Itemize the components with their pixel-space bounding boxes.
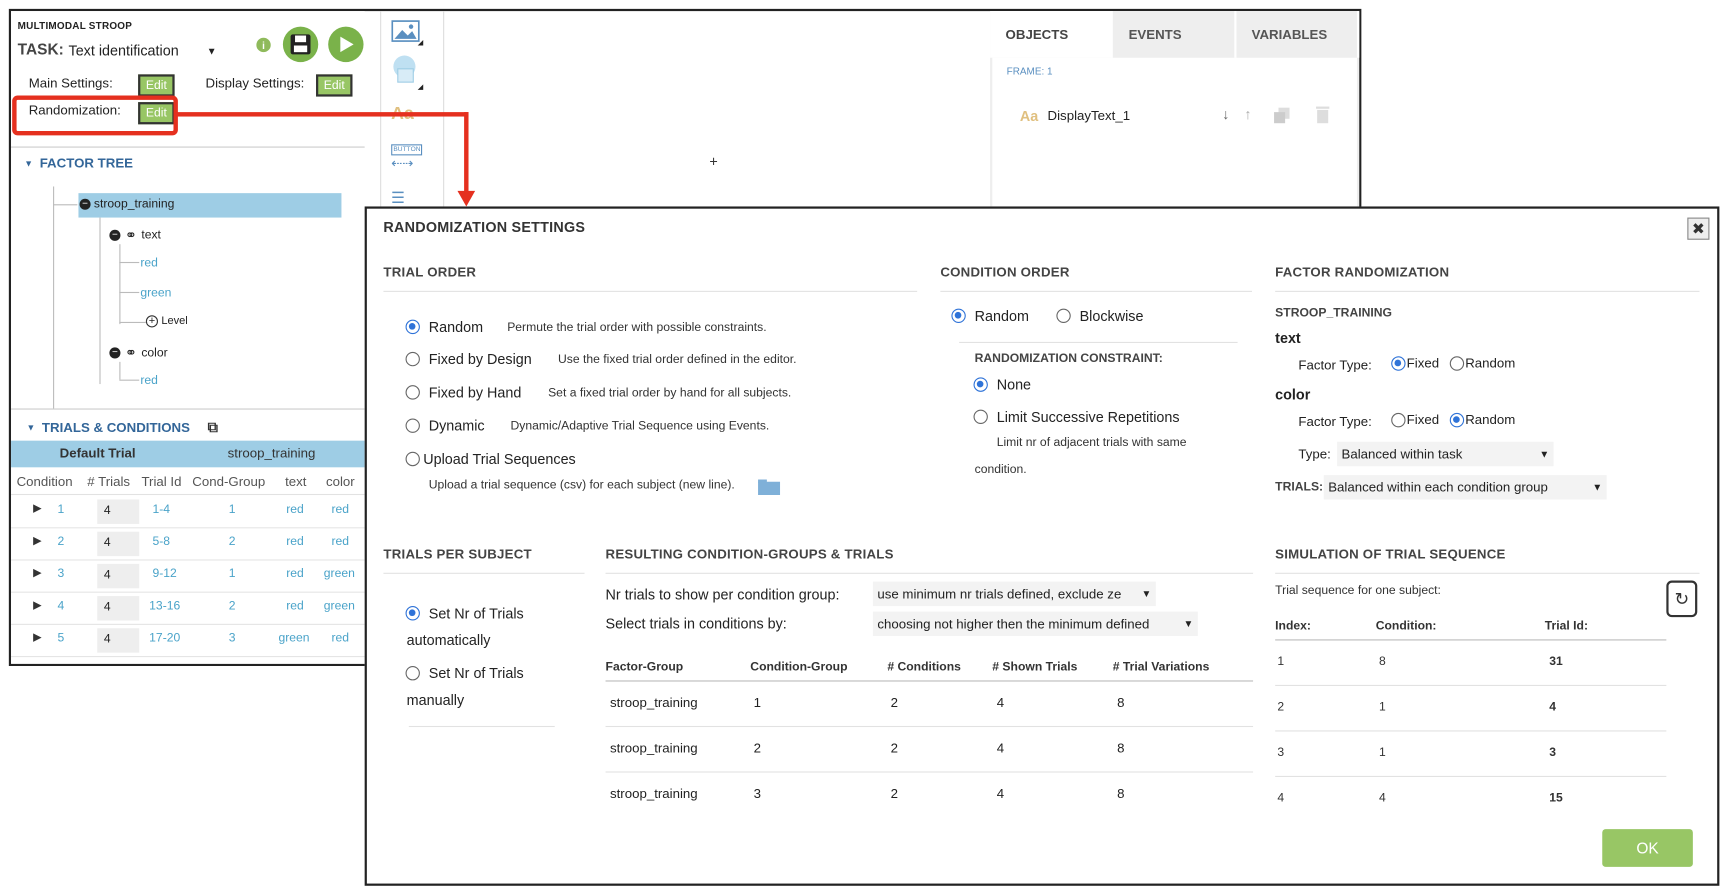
table-row[interactable] bbox=[11, 496, 365, 528]
add-level-button[interactable] bbox=[146, 315, 188, 327]
button-tool-label: BUTTON bbox=[391, 144, 422, 155]
cell-condition: 3 bbox=[57, 567, 65, 581]
tree-root-name: stroop_training bbox=[93, 197, 175, 211]
cell-shown-trials: 4 bbox=[996, 694, 1005, 711]
cell-condition-group: 2 bbox=[753, 740, 761, 756]
cell-factor-group: stroop_training bbox=[609, 785, 698, 802]
nr-trials-select[interactable] bbox=[873, 582, 1156, 606]
highlight-box bbox=[12, 95, 178, 135]
caret-down-icon: ▼ bbox=[26, 422, 36, 433]
divider bbox=[11, 147, 365, 148]
caret-down-icon: ▼ bbox=[24, 158, 34, 169]
cell-conditions: 2 bbox=[890, 785, 899, 802]
divider bbox=[1275, 573, 1699, 574]
divider bbox=[940, 291, 1252, 292]
trials-auto-option[interactable] bbox=[406, 605, 524, 622]
factor-tree-header[interactable] bbox=[24, 155, 133, 171]
cell-trial-id: 15 bbox=[1549, 791, 1563, 805]
move-down-icon[interactable]: ↓ bbox=[1222, 105, 1230, 123]
factor-color-fixed-option[interactable] bbox=[1391, 412, 1439, 428]
trials-group-header bbox=[11, 441, 365, 468]
table-row bbox=[1275, 777, 1666, 819]
group-label: stroop_training bbox=[227, 445, 316, 461]
cell-condition-group: 1 bbox=[753, 694, 761, 711]
cell-conditions: 2 bbox=[890, 694, 899, 711]
option-label: None bbox=[996, 376, 1032, 393]
list-tool-icon[interactable]: ☰ bbox=[391, 188, 406, 207]
option-label: Random bbox=[974, 307, 1029, 325]
frame-label: FRAME: 1 bbox=[1006, 65, 1053, 77]
option-label: Limit Successive Repetitions bbox=[996, 408, 1180, 426]
move-up-icon[interactable]: ↑ bbox=[1244, 105, 1252, 123]
folder-icon[interactable] bbox=[758, 477, 780, 495]
option-desc: Permute the trial order with possible constraints. bbox=[507, 320, 767, 335]
cell-conditions: 2 bbox=[890, 740, 899, 756]
option-desc: Use the fixed trial order defined in the editor. bbox=[558, 352, 797, 367]
cell-factor-group: stroop_training bbox=[609, 694, 698, 711]
display-settings-edit-button[interactable]: Edit bbox=[316, 74, 352, 96]
table-row bbox=[1275, 640, 1666, 686]
annotation-arrow bbox=[177, 112, 469, 116]
cell-text: red bbox=[286, 567, 304, 581]
cell-cond-group: 2 bbox=[228, 599, 236, 613]
cell-cond-group: 3 bbox=[228, 631, 236, 645]
chevron-down-icon: ▼ bbox=[206, 44, 217, 57]
table-row bbox=[606, 773, 1254, 819]
table-row bbox=[606, 682, 1254, 728]
default-trial-label: Default Trial bbox=[59, 445, 136, 461]
option-label: Set Nr of Trials bbox=[428, 664, 524, 682]
option-label-2: automatically bbox=[406, 631, 491, 649]
cell-condition: 4 bbox=[1379, 791, 1386, 805]
cell-condition: 1 bbox=[1379, 700, 1386, 714]
option-label: Blockwise bbox=[1079, 307, 1144, 325]
display-settings-label: Display Settings: bbox=[205, 75, 305, 92]
radio-fixed-hand[interactable] bbox=[406, 385, 420, 399]
select-trials-select[interactable] bbox=[873, 612, 1198, 636]
tree-level[interactable]: green bbox=[140, 286, 172, 300]
radio-trials-auto[interactable] bbox=[406, 606, 420, 620]
col-trial-id: Trial Id bbox=[141, 473, 182, 490]
radio-upload[interactable] bbox=[406, 452, 420, 466]
cell-trial-variations: 8 bbox=[1117, 785, 1125, 802]
objects-tabbar bbox=[990, 11, 1359, 58]
col-cond-group: Cond-Group bbox=[192, 473, 266, 490]
nr-trials-label: Nr trials to show per condition group: bbox=[605, 586, 840, 603]
cell-condition: 1 bbox=[1379, 745, 1386, 760]
condition-order-header: CONDITION ORDER bbox=[940, 264, 1070, 280]
trash-icon[interactable] bbox=[1315, 104, 1330, 124]
col-color: color bbox=[325, 473, 355, 490]
tree-level[interactable]: red bbox=[140, 374, 158, 388]
stage-canvas[interactable] bbox=[446, 11, 981, 209]
divider bbox=[11, 494, 365, 495]
cell-color: red bbox=[331, 631, 350, 645]
trials-per-subject-header: TRIALS PER SUBJECT bbox=[383, 546, 532, 562]
option-desc: Set a fixed trial order by hand for all subjects. bbox=[548, 386, 792, 400]
chevron-down-icon: ▼ bbox=[1183, 618, 1194, 630]
cell-condition: 2 bbox=[57, 535, 65, 549]
cell-color: green bbox=[323, 599, 355, 613]
cell-trials[interactable]: 4 bbox=[97, 628, 139, 652]
run-button[interactable] bbox=[328, 27, 363, 63]
tree-factor-name: text bbox=[141, 228, 161, 242]
save-button[interactable] bbox=[283, 27, 318, 63]
text-tool-icon[interactable] bbox=[391, 104, 424, 133]
cell-trial-id: 5-8 bbox=[152, 535, 171, 549]
arrow-head-icon bbox=[457, 191, 475, 207]
info-icon[interactable]: i bbox=[256, 38, 270, 52]
condition-random-option[interactable] bbox=[951, 307, 1029, 324]
randomization-edit-button[interactable]: Edit bbox=[138, 102, 174, 124]
trial-order-header: TRIAL ORDER bbox=[383, 264, 477, 280]
option-label: Fixed bbox=[1406, 355, 1440, 371]
table-row[interactable] bbox=[11, 561, 365, 593]
type-select-value: Balanced within task bbox=[1341, 446, 1463, 462]
objects-list bbox=[992, 58, 1357, 207]
option-label: Dynamic bbox=[428, 417, 485, 435]
refresh-icon: ↻ bbox=[1674, 589, 1690, 609]
factor-text-fixed-option[interactable] bbox=[1391, 355, 1439, 371]
select-trials-select-value: choosing not higher then the minimum defined bbox=[877, 616, 1150, 632]
tree-line bbox=[119, 244, 120, 324]
radio-fixed-design[interactable] bbox=[406, 352, 420, 366]
cell-condition: 1 bbox=[57, 502, 65, 517]
button-tool-icon[interactable] bbox=[391, 144, 426, 175]
cell-text: red bbox=[286, 502, 304, 517]
task-select-value: Text identification bbox=[68, 42, 179, 59]
radio-color-random[interactable] bbox=[1450, 412, 1464, 426]
option-label: Random bbox=[428, 318, 484, 336]
cell-color: red bbox=[331, 502, 350, 517]
divider bbox=[11, 408, 365, 409]
tree-factor-color[interactable] bbox=[109, 344, 167, 362]
factor-color-random-option[interactable] bbox=[1450, 412, 1516, 428]
resulting-header: RESULTING CONDITION-GROUPS & TRIALS bbox=[605, 546, 894, 562]
cell-color: green bbox=[323, 567, 355, 581]
factor-text-random-option[interactable] bbox=[1450, 355, 1516, 371]
cell-text: red bbox=[286, 599, 304, 613]
tree-node-root-label[interactable] bbox=[80, 198, 175, 211]
collapse-icon: − bbox=[109, 230, 120, 241]
cell-trial-id: 13-16 bbox=[149, 599, 181, 613]
annotation-arrow bbox=[464, 112, 468, 196]
collapse-icon: − bbox=[80, 199, 91, 210]
cell-cond-group: 2 bbox=[228, 535, 236, 549]
link-icon: ⚭ bbox=[124, 344, 137, 361]
factor-tree-title: FACTOR TREE bbox=[39, 155, 134, 171]
cell-trial-variations: 8 bbox=[1117, 740, 1125, 756]
table-row[interactable] bbox=[11, 625, 365, 657]
trials-label: TRIALS: bbox=[1275, 480, 1324, 494]
chevron-down-icon: ▼ bbox=[1592, 481, 1603, 493]
add-level-label: Level bbox=[161, 315, 188, 328]
trials-select[interactable] bbox=[1324, 475, 1607, 499]
table-row[interactable] bbox=[11, 593, 365, 625]
task-label: TASK: bbox=[17, 39, 64, 58]
tab-variables[interactable]: VARIABLES bbox=[1236, 11, 1359, 58]
cell-condition: 5 bbox=[57, 631, 65, 645]
link-icon: ⚭ bbox=[124, 226, 137, 244]
cell-shown-trials: 4 bbox=[996, 740, 1005, 756]
expand-icon[interactable]: ▶ bbox=[33, 567, 42, 580]
task-select[interactable] bbox=[66, 39, 218, 62]
text-object-icon: Aa bbox=[1019, 107, 1039, 125]
factor-name-color: color bbox=[1275, 386, 1311, 403]
cell-text: green bbox=[278, 631, 310, 645]
type-label: Type: bbox=[1298, 446, 1331, 462]
chevron-down-icon: ▼ bbox=[1539, 448, 1550, 460]
cell-cond-group: 1 bbox=[228, 502, 236, 517]
tree-level[interactable]: red bbox=[140, 256, 158, 270]
divider bbox=[1275, 291, 1699, 292]
trial-order-fixed-hand-option[interactable] bbox=[406, 384, 522, 401]
crosshair-icon: + bbox=[709, 153, 718, 170]
expand-icon[interactable]: ▶ bbox=[33, 535, 42, 548]
main-settings-edit-button[interactable]: Edit bbox=[138, 74, 174, 96]
divider bbox=[383, 573, 584, 574]
limit-desc: Limit nr of adjacent trials with same bbox=[996, 436, 1187, 450]
option-desc: Dynamic/Adaptive Trial Sequence using Events. bbox=[510, 419, 770, 433]
close-button[interactable]: ✖ bbox=[1687, 218, 1709, 240]
upload-sequences-option[interactable] bbox=[406, 451, 576, 468]
tree-line bbox=[119, 380, 139, 381]
cell-trial-id: 3 bbox=[1549, 745, 1556, 760]
radio-constraint-limit[interactable] bbox=[974, 410, 988, 424]
col-trial-variations: # Trial Variations bbox=[1112, 660, 1210, 674]
constraint-header: RANDOMIZATION CONSTRAINT: bbox=[974, 351, 1163, 366]
option-label: Fixed by Design bbox=[428, 350, 532, 368]
col-condition-group: Condition-Group bbox=[750, 660, 848, 674]
col-text: text bbox=[285, 473, 307, 490]
cell-index: 1 bbox=[1277, 654, 1285, 669]
radio-condition-random[interactable] bbox=[951, 309, 965, 323]
radio-color-fixed[interactable] bbox=[1391, 412, 1405, 426]
tree-line bbox=[119, 292, 139, 293]
tree-line bbox=[119, 322, 146, 323]
expand-icon[interactable]: ▶ bbox=[33, 631, 42, 644]
modal-title: RANDOMIZATION SETTINGS bbox=[383, 218, 586, 236]
constraint-limit-option[interactable] bbox=[974, 408, 1180, 425]
cell-trial-id: 17-20 bbox=[149, 631, 181, 645]
factor-group-label: STROOP_TRAINING bbox=[1275, 306, 1393, 320]
cell-index: 2 bbox=[1277, 700, 1285, 714]
type-select[interactable] bbox=[1337, 442, 1554, 466]
factor-randomization-header: FACTOR RANDOMIZATION bbox=[1275, 264, 1450, 280]
arrows-icon: ⇠⇢ bbox=[391, 155, 414, 171]
divider bbox=[959, 342, 1237, 343]
shape-tool-icon[interactable] bbox=[391, 53, 424, 91]
tree-line bbox=[53, 186, 54, 408]
option-label: Fixed by Hand bbox=[428, 384, 522, 401]
col-factor-group: Factor-Group bbox=[605, 660, 684, 674]
col-index: Index: bbox=[1275, 619, 1311, 633]
cell-trials[interactable]: 4 bbox=[97, 500, 139, 524]
limit-desc-2: condition. bbox=[974, 462, 1027, 477]
radio-constraint-none[interactable] bbox=[974, 377, 988, 391]
cell-index: 3 bbox=[1277, 745, 1285, 760]
trial-order-dynamic-option[interactable] bbox=[406, 417, 485, 434]
radio-text-fixed[interactable] bbox=[1391, 356, 1405, 370]
trials-manual-option[interactable] bbox=[406, 665, 524, 682]
tree-line bbox=[119, 262, 139, 263]
cell-condition: 8 bbox=[1379, 654, 1386, 669]
factor-type-label: Factor Type: bbox=[1298, 414, 1372, 430]
option-label: Fixed bbox=[1406, 411, 1440, 428]
col-sim-condition: Condition: bbox=[1375, 619, 1437, 633]
factor-name-text: text bbox=[1275, 329, 1301, 347]
tab-objects[interactable]: OBJECTS bbox=[990, 11, 1113, 58]
object-item-name[interactable]: DisplayText_1 bbox=[1047, 107, 1131, 124]
trials-select-value: Balanced within each condition group bbox=[1328, 479, 1548, 496]
cell-trial-id: 31 bbox=[1549, 654, 1563, 669]
trial-order-fixed-design-option[interactable] bbox=[406, 351, 532, 368]
option-label: Random bbox=[1465, 411, 1516, 428]
constraint-none-option[interactable] bbox=[974, 376, 1032, 393]
cell-condition: 4 bbox=[57, 599, 65, 613]
cell-trial-id: 4 bbox=[1549, 700, 1556, 714]
tree-factor-text[interactable] bbox=[109, 226, 161, 244]
save-icon bbox=[290, 33, 312, 55]
copy-icon[interactable] bbox=[1273, 107, 1291, 125]
collapse-icon: − bbox=[109, 347, 120, 358]
cell-text: red bbox=[286, 535, 304, 549]
image-tool-icon[interactable] bbox=[391, 20, 424, 47]
tree-line bbox=[99, 218, 100, 385]
radio-dynamic[interactable] bbox=[406, 418, 420, 432]
ok-button[interactable]: OK bbox=[1602, 829, 1693, 867]
cell-shown-trials: 4 bbox=[996, 785, 1005, 802]
table-row[interactable] bbox=[11, 528, 365, 560]
col-sim-trial-id: Trial Id: bbox=[1544, 619, 1589, 633]
trial-order-random-option[interactable] bbox=[406, 319, 484, 336]
select-trials-label: Select trials in conditions by: bbox=[605, 614, 787, 632]
app-title: MULTIMODAL STROOP bbox=[17, 19, 133, 32]
divider bbox=[606, 573, 1254, 574]
cell-trials[interactable]: 4 bbox=[97, 532, 139, 556]
expand-icon[interactable]: ▶ bbox=[33, 599, 42, 612]
nr-trials-select-value: use minimum nr trials defined, exclude ze bbox=[877, 586, 1122, 602]
trials-title: TRIALS & CONDITIONS bbox=[41, 419, 190, 436]
table-row bbox=[1275, 686, 1666, 732]
cell-trials[interactable]: 4 bbox=[97, 564, 139, 588]
upload-desc: Upload a trial sequence (csv) for each subject (new line). bbox=[428, 478, 735, 492]
chevron-down-icon: ▼ bbox=[1141, 588, 1152, 600]
expand-icon[interactable]: ▶ bbox=[33, 502, 42, 516]
play-icon bbox=[336, 34, 356, 54]
factor-type-label: Factor Type: bbox=[1298, 357, 1372, 373]
cell-cond-group: 1 bbox=[228, 567, 236, 581]
tree-line bbox=[53, 204, 77, 205]
option-label-2: manually bbox=[406, 691, 465, 709]
table-row bbox=[1275, 731, 1666, 777]
cell-trial-id: 9-12 bbox=[152, 567, 177, 581]
col-condition: Condition bbox=[16, 473, 73, 490]
option-label: Upload Trial Sequences bbox=[423, 450, 576, 468]
cell-trial-variations: 8 bbox=[1117, 694, 1125, 711]
option-label: Random bbox=[1465, 355, 1516, 371]
cell-index: 4 bbox=[1277, 791, 1285, 805]
col-trials: # Trials bbox=[87, 473, 131, 490]
radio-text-random[interactable] bbox=[1450, 356, 1464, 370]
cell-color: red bbox=[331, 535, 350, 549]
cell-factor-group: stroop_training bbox=[609, 740, 698, 756]
cell-condition-group: 3 bbox=[753, 785, 761, 802]
simulation-subtitle: Trial sequence for one subject: bbox=[1275, 583, 1441, 598]
tab-events[interactable]: EVENTS bbox=[1113, 11, 1236, 58]
divider bbox=[409, 726, 555, 727]
radio-random[interactable] bbox=[406, 320, 420, 334]
radio-trials-manual[interactable] bbox=[406, 666, 420, 680]
simulation-header: SIMULATION OF TRIAL SEQUENCE bbox=[1275, 546, 1506, 562]
plus-circle-icon: + bbox=[146, 315, 158, 327]
col-conditions: # Conditions bbox=[887, 660, 961, 674]
main-settings-label: Main Settings: bbox=[28, 75, 113, 92]
cell-trial-id: 1-4 bbox=[152, 502, 171, 517]
divider bbox=[383, 291, 917, 292]
col-shown-trials: # Shown Trials bbox=[992, 660, 1078, 674]
cell-trials[interactable]: 4 bbox=[97, 596, 139, 620]
tree-line bbox=[119, 362, 120, 380]
trials-header[interactable] bbox=[27, 418, 218, 436]
external-link-icon[interactable]: ⧉ bbox=[207, 418, 218, 436]
table-row bbox=[606, 727, 1254, 773]
radio-condition-blockwise[interactable] bbox=[1056, 309, 1070, 323]
option-label: Set Nr of Trials bbox=[428, 604, 524, 622]
condition-blockwise-option[interactable] bbox=[1056, 307, 1143, 324]
randomization-label: Randomization: bbox=[28, 102, 121, 118]
refresh-button[interactable] bbox=[1666, 581, 1697, 618]
tree-factor-name: color bbox=[141, 346, 168, 360]
